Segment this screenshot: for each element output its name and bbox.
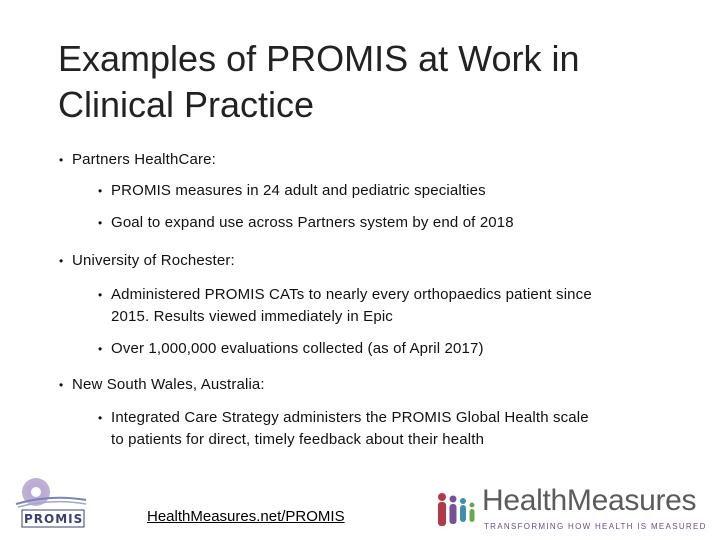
promis-logo: [10, 470, 90, 530]
slide-title: [58, 36, 678, 128]
slide-title-line2: Clinical Practice: [58, 84, 315, 125]
bullet-administered-cats: [98, 284, 691, 328]
bullet-dot: •: [59, 378, 64, 392]
family-figures-icon: [432, 488, 480, 536]
bullet-partners-healthcare: [59, 149, 672, 171]
bullet-university-of-rochester: [59, 250, 672, 272]
bullet-dot: •: [98, 216, 103, 230]
healthmeasures-logo-tagline: TRANSFORMING HOW HEALTH IS MEASURED: [484, 522, 707, 531]
bullet-dot: •: [98, 342, 103, 356]
bullet-text-line1: Administered PROMIS CATs to nearly every orthopaedics patient since: [111, 286, 592, 303]
bullet-text: New South Wales, Australia:: [72, 376, 265, 393]
healthmeasures-link[interactable]: HealthMeasures.net/PROMIS: [147, 508, 345, 525]
bullet-integrated-care: [98, 407, 691, 451]
bullet-text: University of Rochester:: [72, 252, 235, 269]
bullet-dot: •: [98, 411, 103, 425]
bullet-expand-goal: [98, 212, 691, 234]
slide-title-line1: Examples of PROMIS at Work in: [58, 38, 580, 79]
bullet-dot: •: [98, 288, 103, 302]
bullet-text-line1: Integrated Care Strategy administers the PROMIS Global Health scale: [111, 409, 589, 426]
promis-logo-text: PROMIS: [24, 512, 84, 526]
bullet-dot: •: [59, 153, 64, 167]
bullet-text: Partners HealthCare:: [72, 151, 216, 168]
bullet-text-line2: to patients for direct, timely feedback about their health: [111, 431, 485, 448]
bullet-evaluations-collected: [98, 338, 691, 360]
bullet-dot: •: [59, 254, 64, 268]
bullet-text: PROMIS measures in 24 adult and pediatric specialties: [111, 182, 486, 199]
healthmeasures-logo-name: HealthMeasures: [482, 484, 697, 517]
bullet-text: Goal to expand use across Partners system by end of 2018: [111, 214, 514, 231]
bullet-new-south-wales: [59, 374, 672, 396]
bullet-promis-specialties: [98, 180, 691, 202]
bullet-text: Over 1,000,000 evaluations collected (as of April 2017): [111, 340, 484, 357]
bullet-text-line2: 2015. Results viewed immediately in Epic: [111, 308, 393, 325]
healthmeasures-logo: [432, 484, 717, 536]
bullet-dot: •: [98, 184, 103, 198]
